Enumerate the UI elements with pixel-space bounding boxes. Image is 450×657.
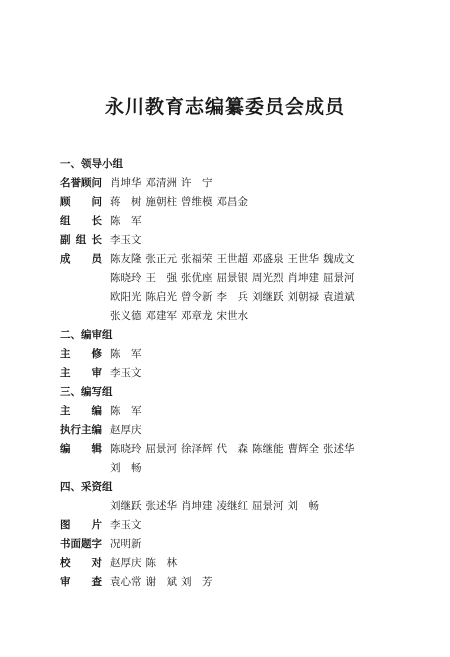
role-label: 组 长 — [60, 215, 102, 227]
member-row — [60, 193, 410, 212]
member-name: 屈景银 — [216, 272, 248, 284]
member-name: 许 宁 — [181, 177, 213, 189]
member-list — [60, 155, 410, 592]
member-name: 邓章龙 — [181, 310, 213, 322]
member-name: 陈 军 — [110, 348, 142, 360]
role-label: 顾 问 — [60, 196, 102, 208]
member-name: 王 强 — [145, 272, 177, 284]
member-name: 陈友隆 — [110, 253, 142, 265]
section-heading: 三、编写组 — [60, 386, 113, 398]
member-name: 邓昌金 — [216, 196, 248, 208]
member-row — [60, 250, 410, 326]
member-name: 况明新 — [110, 538, 142, 550]
member-name: 赵厚庆 — [110, 557, 142, 569]
member-row — [60, 364, 410, 383]
member-name: 刘 畅 — [110, 462, 142, 474]
member-name: 李玉文 — [110, 234, 142, 246]
member-name: 蒋 树 — [110, 196, 142, 208]
member-name: 张正元 — [145, 253, 177, 265]
member-name: 徐泽辉 — [181, 443, 213, 455]
member-name: 陈继能 — [252, 443, 284, 455]
member-name: 李 兵 — [216, 291, 248, 303]
member-row — [60, 212, 410, 231]
member-name: 刘朝禄 — [287, 291, 319, 303]
member-name: 李玉文 — [110, 367, 142, 379]
role-label: 执 行 主 编 — [60, 424, 102, 436]
member-name: 陈 军 — [110, 405, 142, 417]
role-label: 图 片 — [60, 519, 102, 531]
member-name: 凌继红 — [216, 500, 248, 512]
role-label: 编 辑 — [60, 443, 102, 455]
member-name: 宋世水 — [216, 310, 248, 322]
member-name: 袁心常 — [110, 576, 142, 588]
page-title: 永川教育志编纂委员会成员 — [104, 96, 345, 118]
member-name: 张福荣 — [181, 253, 213, 265]
member-name: 张述华 — [145, 500, 177, 512]
member-name: 陈晓玲 — [110, 443, 142, 455]
role-label: 主 审 — [60, 367, 102, 379]
member-name: 欧阳光 — [110, 291, 142, 303]
member-row — [60, 497, 410, 516]
member-row — [60, 421, 410, 440]
member-name: 肖坤建 — [287, 272, 319, 284]
member-name: 曾维模 — [181, 196, 213, 208]
member-row — [60, 174, 410, 193]
member-name: 王世超 — [216, 253, 248, 265]
member-row — [60, 440, 410, 478]
member-name: 刘继跃 — [252, 291, 284, 303]
member-name: 施朝柱 — [145, 196, 177, 208]
member-row — [60, 535, 410, 554]
member-name: 屈景河 — [252, 500, 284, 512]
member-row — [60, 573, 410, 592]
member-name: 屈景河 — [145, 443, 177, 455]
member-row — [60, 402, 410, 421]
member-name: 袁道斌 — [323, 291, 355, 303]
section-heading: 一、领导小组 — [60, 158, 123, 170]
role-label: 审 查 — [60, 576, 102, 588]
member-name: 魏成文 — [323, 253, 355, 265]
member-name: 代 森 — [216, 443, 248, 455]
member-name: 刘 畅 — [287, 500, 319, 512]
member-name: 陈 军 — [110, 215, 142, 227]
member-name: 肖坤建 — [181, 500, 213, 512]
member-name: 肖坤华 — [110, 177, 142, 189]
section-heading: 四、采资组 — [60, 481, 113, 493]
role-label: 成 员 — [60, 253, 102, 265]
member-name: 张义德 — [110, 310, 142, 322]
member-name: 陈 林 — [145, 557, 177, 569]
member-name: 邓清洲 — [145, 177, 177, 189]
member-name: 赵厚庆 — [110, 424, 142, 436]
member-name: 周光烈 — [252, 272, 284, 284]
member-name: 陈晓玲 — [110, 272, 142, 284]
member-name: 谢 斌 — [145, 576, 177, 588]
member-name: 屈景河 — [323, 272, 355, 284]
role-label: 主 编 — [60, 405, 102, 417]
member-name: 邓建军 — [145, 310, 177, 322]
member-row — [60, 554, 410, 573]
member-name: 曹辉全 — [287, 443, 319, 455]
member-name: 刘继跃 — [110, 500, 142, 512]
member-row — [60, 231, 410, 250]
member-name: 张优座 — [181, 272, 213, 284]
role-label: 书 面 题 字 — [60, 538, 102, 550]
member-row — [60, 345, 410, 364]
member-row — [60, 516, 410, 535]
member-name: 李玉文 — [110, 519, 142, 531]
member-name: 张述华 — [323, 443, 355, 455]
role-label: 校 对 — [60, 557, 102, 569]
member-name: 邓盛泉 — [252, 253, 284, 265]
member-name: 陈启光 — [145, 291, 177, 303]
member-name: 王世华 — [287, 253, 319, 265]
role-label: 主 修 — [60, 348, 102, 360]
member-name: 刘 芳 — [181, 576, 213, 588]
role-label: 副 组 长 — [60, 234, 102, 246]
section-heading: 二、编审组 — [60, 329, 113, 341]
role-label: 名 誉 顾 问 — [60, 177, 102, 189]
member-name: 曾令新 — [181, 291, 213, 303]
